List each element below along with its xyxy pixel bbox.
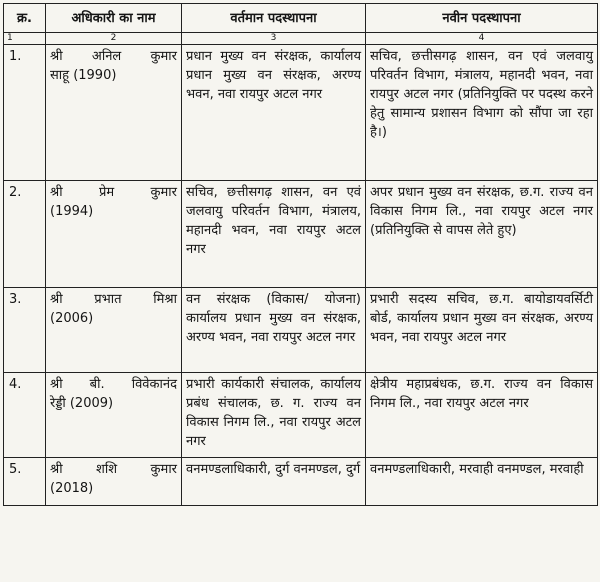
header-serial: क्र. bbox=[4, 4, 46, 33]
serial-number: 5. bbox=[4, 458, 46, 506]
officer-name-cell bbox=[46, 458, 182, 506]
current-posting: प्रधान मुख्य वन संरक्षक, कार्यालय प्रधान मुख्य वन संरक्षक, अरण्य भवन, नवा रायपुर अटल नगर bbox=[182, 45, 366, 181]
new-posting: अपर प्रधान मुख्य वन संरक्षक, छ.ग. राज्य वन विकास निगम लि., नवा रायपुर अटल नगर (प्रतिनियुक्ति से वापस लेते हुए) bbox=[366, 181, 598, 288]
posting-table bbox=[3, 3, 598, 506]
officer-name-cell bbox=[46, 181, 182, 288]
officer-name-year: (1994) bbox=[50, 204, 94, 219]
table-row bbox=[4, 45, 598, 181]
column-number: 3 bbox=[182, 33, 366, 45]
serial-number: 3. bbox=[4, 288, 46, 373]
officer-name-cell bbox=[46, 45, 182, 181]
serial-number: 1. bbox=[4, 45, 46, 181]
new-posting: क्षेत्रीय महाप्रबंधक, छ.ग. राज्य वन विकास निगम लि., नवा रायपुर अटल नगर bbox=[366, 373, 598, 458]
serial-number: 4. bbox=[4, 373, 46, 458]
table-row bbox=[4, 458, 598, 506]
officer-name-cell bbox=[46, 373, 182, 458]
column-number: 4 bbox=[366, 33, 598, 45]
officer-name: श्री शशि कुमार bbox=[50, 462, 177, 477]
table-row bbox=[4, 373, 598, 458]
current-posting: वनमण्डलाधिकारी, दुर्ग वनमण्डल, दुर्ग bbox=[182, 458, 366, 506]
officer-name-year: (2006) bbox=[50, 311, 94, 326]
column-number-row bbox=[4, 33, 598, 45]
current-posting: वन संरक्षक (विकास/ योजना) कार्यालय प्रधान मुख्य वन संरक्षक, अरण्य भवन, नवा रायपुर अटल नगर bbox=[182, 288, 366, 373]
table-row bbox=[4, 181, 598, 288]
new-posting: सचिव, छत्तीसगढ़ शासन, वन एवं जलवायु परिवर्तन विभाग, मंत्रालय, महानदी भवन, नवा रायपुर अटल नगर (प्रतिनियुक्ति पर पदस्थ करने हेतु सामान्य प्रशासन विभाग को सौंपा जा रहा है।) bbox=[366, 45, 598, 181]
officer-name-cell bbox=[46, 288, 182, 373]
column-number: 1 bbox=[4, 33, 46, 45]
column-number: 2 bbox=[46, 33, 182, 45]
officer-name-year: साहू (1990) bbox=[50, 68, 117, 83]
officer-name: श्री अनिल कुमार bbox=[50, 49, 177, 64]
table-row bbox=[4, 288, 598, 373]
new-posting: वनमण्डलाधिकारी, मरवाही वनमण्डल, मरवाही bbox=[366, 458, 598, 506]
header-current-posting: वर्तमान पदस्थापना bbox=[182, 4, 366, 33]
current-posting: प्रभारी कार्यकारी संचालक, कार्यालय प्रबंध संचालक, छ. ग. राज्य वन विकास निगम लि., नवा रायपुर अटल नगर bbox=[182, 373, 366, 458]
officer-name-year: रेड्डी (2009) bbox=[50, 396, 114, 411]
header-officer-name: अधिकारी का नाम bbox=[46, 4, 182, 33]
table-header-row bbox=[4, 4, 598, 33]
serial-number: 2. bbox=[4, 181, 46, 288]
header-new-posting: नवीन पदस्थापना bbox=[366, 4, 598, 33]
officer-name-year: (2018) bbox=[50, 481, 94, 496]
officer-name: श्री प्रभात मिश्रा bbox=[50, 292, 177, 307]
officer-name: श्री बी. विवेकानंद bbox=[50, 377, 177, 392]
new-posting: प्रभारी सदस्य सचिव, छ.ग. बायोडायवर्सिटी बोर्ड, कार्यालय प्रधान मुख्य वन संरक्षक, अरण्य भवन, नवा रायपुर अटल नगर bbox=[366, 288, 598, 373]
officer-name: श्री प्रेम कुमार bbox=[50, 185, 177, 200]
current-posting: सचिव, छत्तीसगढ़ शासन, वन एवं जलवायु परिवर्तन विभाग, मंत्रालय, महानदी भवन, नवा रायपुर अटल नगर bbox=[182, 181, 366, 288]
